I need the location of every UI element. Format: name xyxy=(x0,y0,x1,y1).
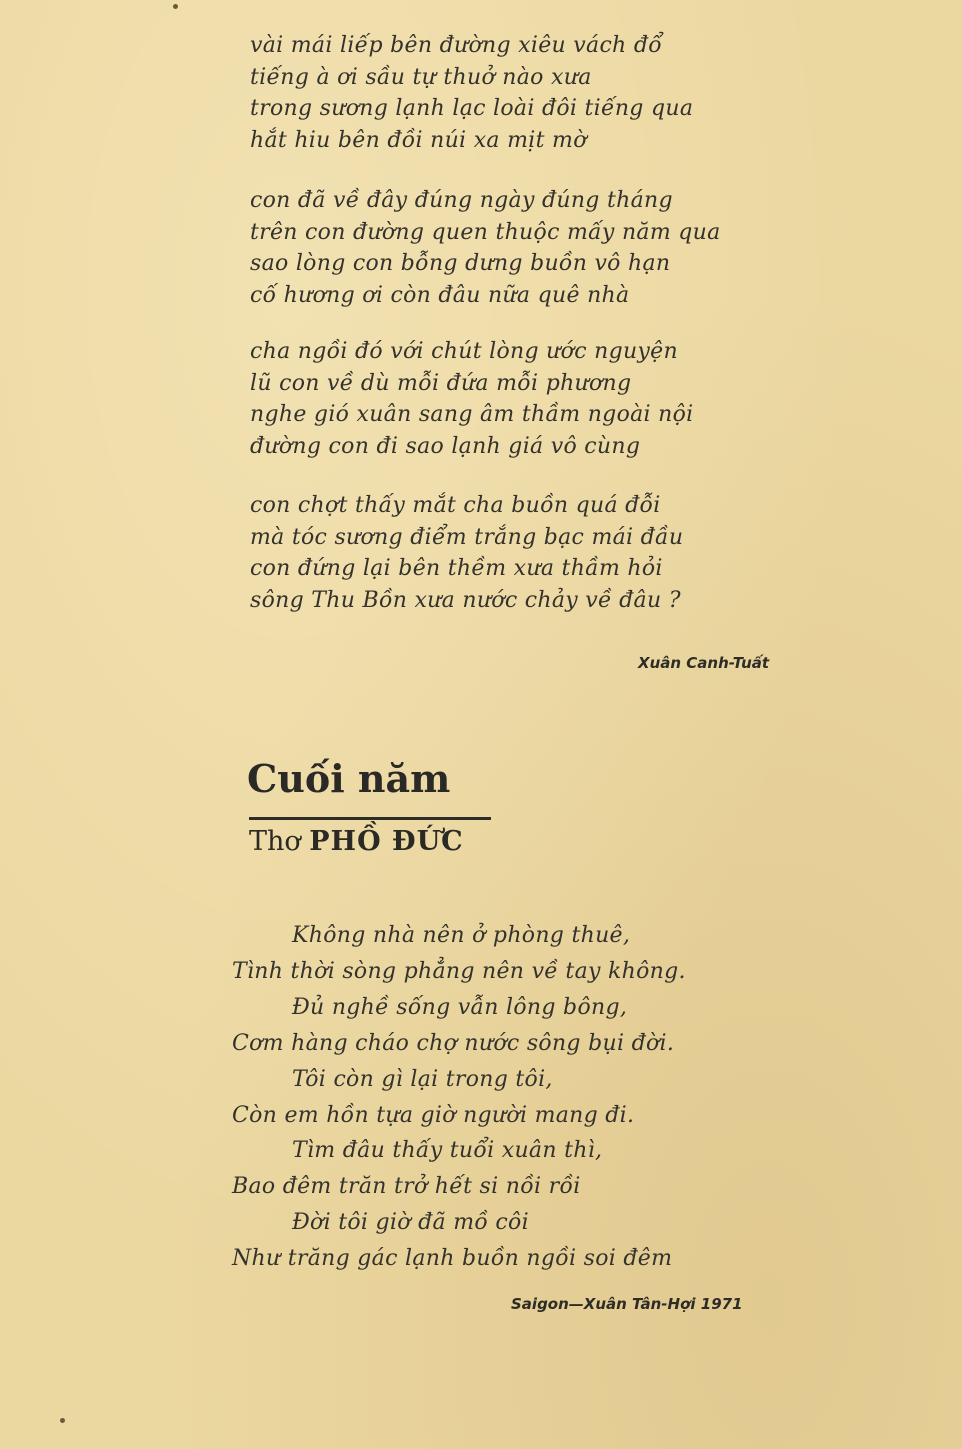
poem-line: vài mái liếp bên đường xiêu vách đổ xyxy=(250,33,662,58)
poem-line: sông Thu Bồn xưa nước chảy về đâu ? xyxy=(250,587,681,613)
poem2-signature: Saigon—Xuân Tân-Hợi 1971 xyxy=(511,1295,743,1313)
poem-line: Đủ nghề sống vẫn lông bông, xyxy=(292,994,628,1020)
poem2-body xyxy=(232,918,792,1277)
title-underline xyxy=(249,817,491,820)
ink-speck xyxy=(60,1418,65,1423)
poem-line: Đời tôi giờ đã mồ côi xyxy=(292,1210,529,1236)
poem-line: lũ con về dù mỗi đứa mỗi phương xyxy=(250,370,632,396)
poem1-stanza xyxy=(250,185,810,311)
poem-line: con đã về đây đúng ngày đúng tháng xyxy=(250,188,673,213)
poem1-stanza xyxy=(250,30,810,156)
poem-line: trên con đường quen thuộc mấy năm qua xyxy=(250,219,721,245)
poem-line: trong sương lạnh lạc loài đôi tiếng qua xyxy=(250,96,694,121)
poem-line: Như trăng gác lạnh buồn ngồi soi đêm xyxy=(232,1246,673,1272)
poem2-title: Cuối năm xyxy=(247,756,451,801)
poem1-stanza xyxy=(250,490,810,616)
poem-line: cố hương ơi còn đâu nữa quê nhà xyxy=(250,282,630,308)
poem-line: Không nhà nên ở phòng thuê, xyxy=(292,923,631,948)
poem-line: tiếng à ơi sầu tự thuở nào xưa xyxy=(250,64,592,90)
poem-line: nghe gió xuân sang âm thầm ngoài nội xyxy=(250,402,694,427)
byline-prefix: Thơ xyxy=(249,826,301,857)
poem-line: hắt hiu bên đồi núi xa mịt mờ xyxy=(250,127,587,153)
poem-line: sao lòng con bỗng dưng buồn vô hạn xyxy=(250,251,671,276)
ink-speck xyxy=(173,4,178,9)
poem-line: cha ngồi đó với chút lòng ước nguyện xyxy=(250,339,678,364)
poem2-byline xyxy=(249,826,464,857)
byline-author: PHỒ ĐỨC xyxy=(309,826,464,857)
poem-line: Còn em hồn tựa giờ người mang đi. xyxy=(232,1102,635,1128)
poem1-signature: Xuân Canh-Tuất xyxy=(638,654,770,672)
poem1-stanza xyxy=(250,336,810,462)
poem-line: Bao đêm trăn trở hết si nồi rồi xyxy=(232,1174,581,1200)
poem-line: Tìm đâu thấy tuổi xuân thì, xyxy=(292,1138,603,1164)
poem-line: Cơm hàng cháo chợ nước sông bụi đời. xyxy=(232,1030,675,1056)
poem-line: đường con đi sao lạnh giá vô cùng xyxy=(250,433,641,459)
poem-line: Tôi còn gì lại trong tôi, xyxy=(292,1066,553,1092)
poem-line: con chợt thấy mắt cha buồn quá đỗi xyxy=(250,493,661,518)
poem-line: Tình thời sòng phẳng nên về tay không. xyxy=(232,958,686,984)
poem-line: con đứng lại bên thềm xưa thầm hỏi xyxy=(250,556,663,581)
poem-line: mà tóc sương điểm trắng bạc mái đầu xyxy=(250,524,684,550)
